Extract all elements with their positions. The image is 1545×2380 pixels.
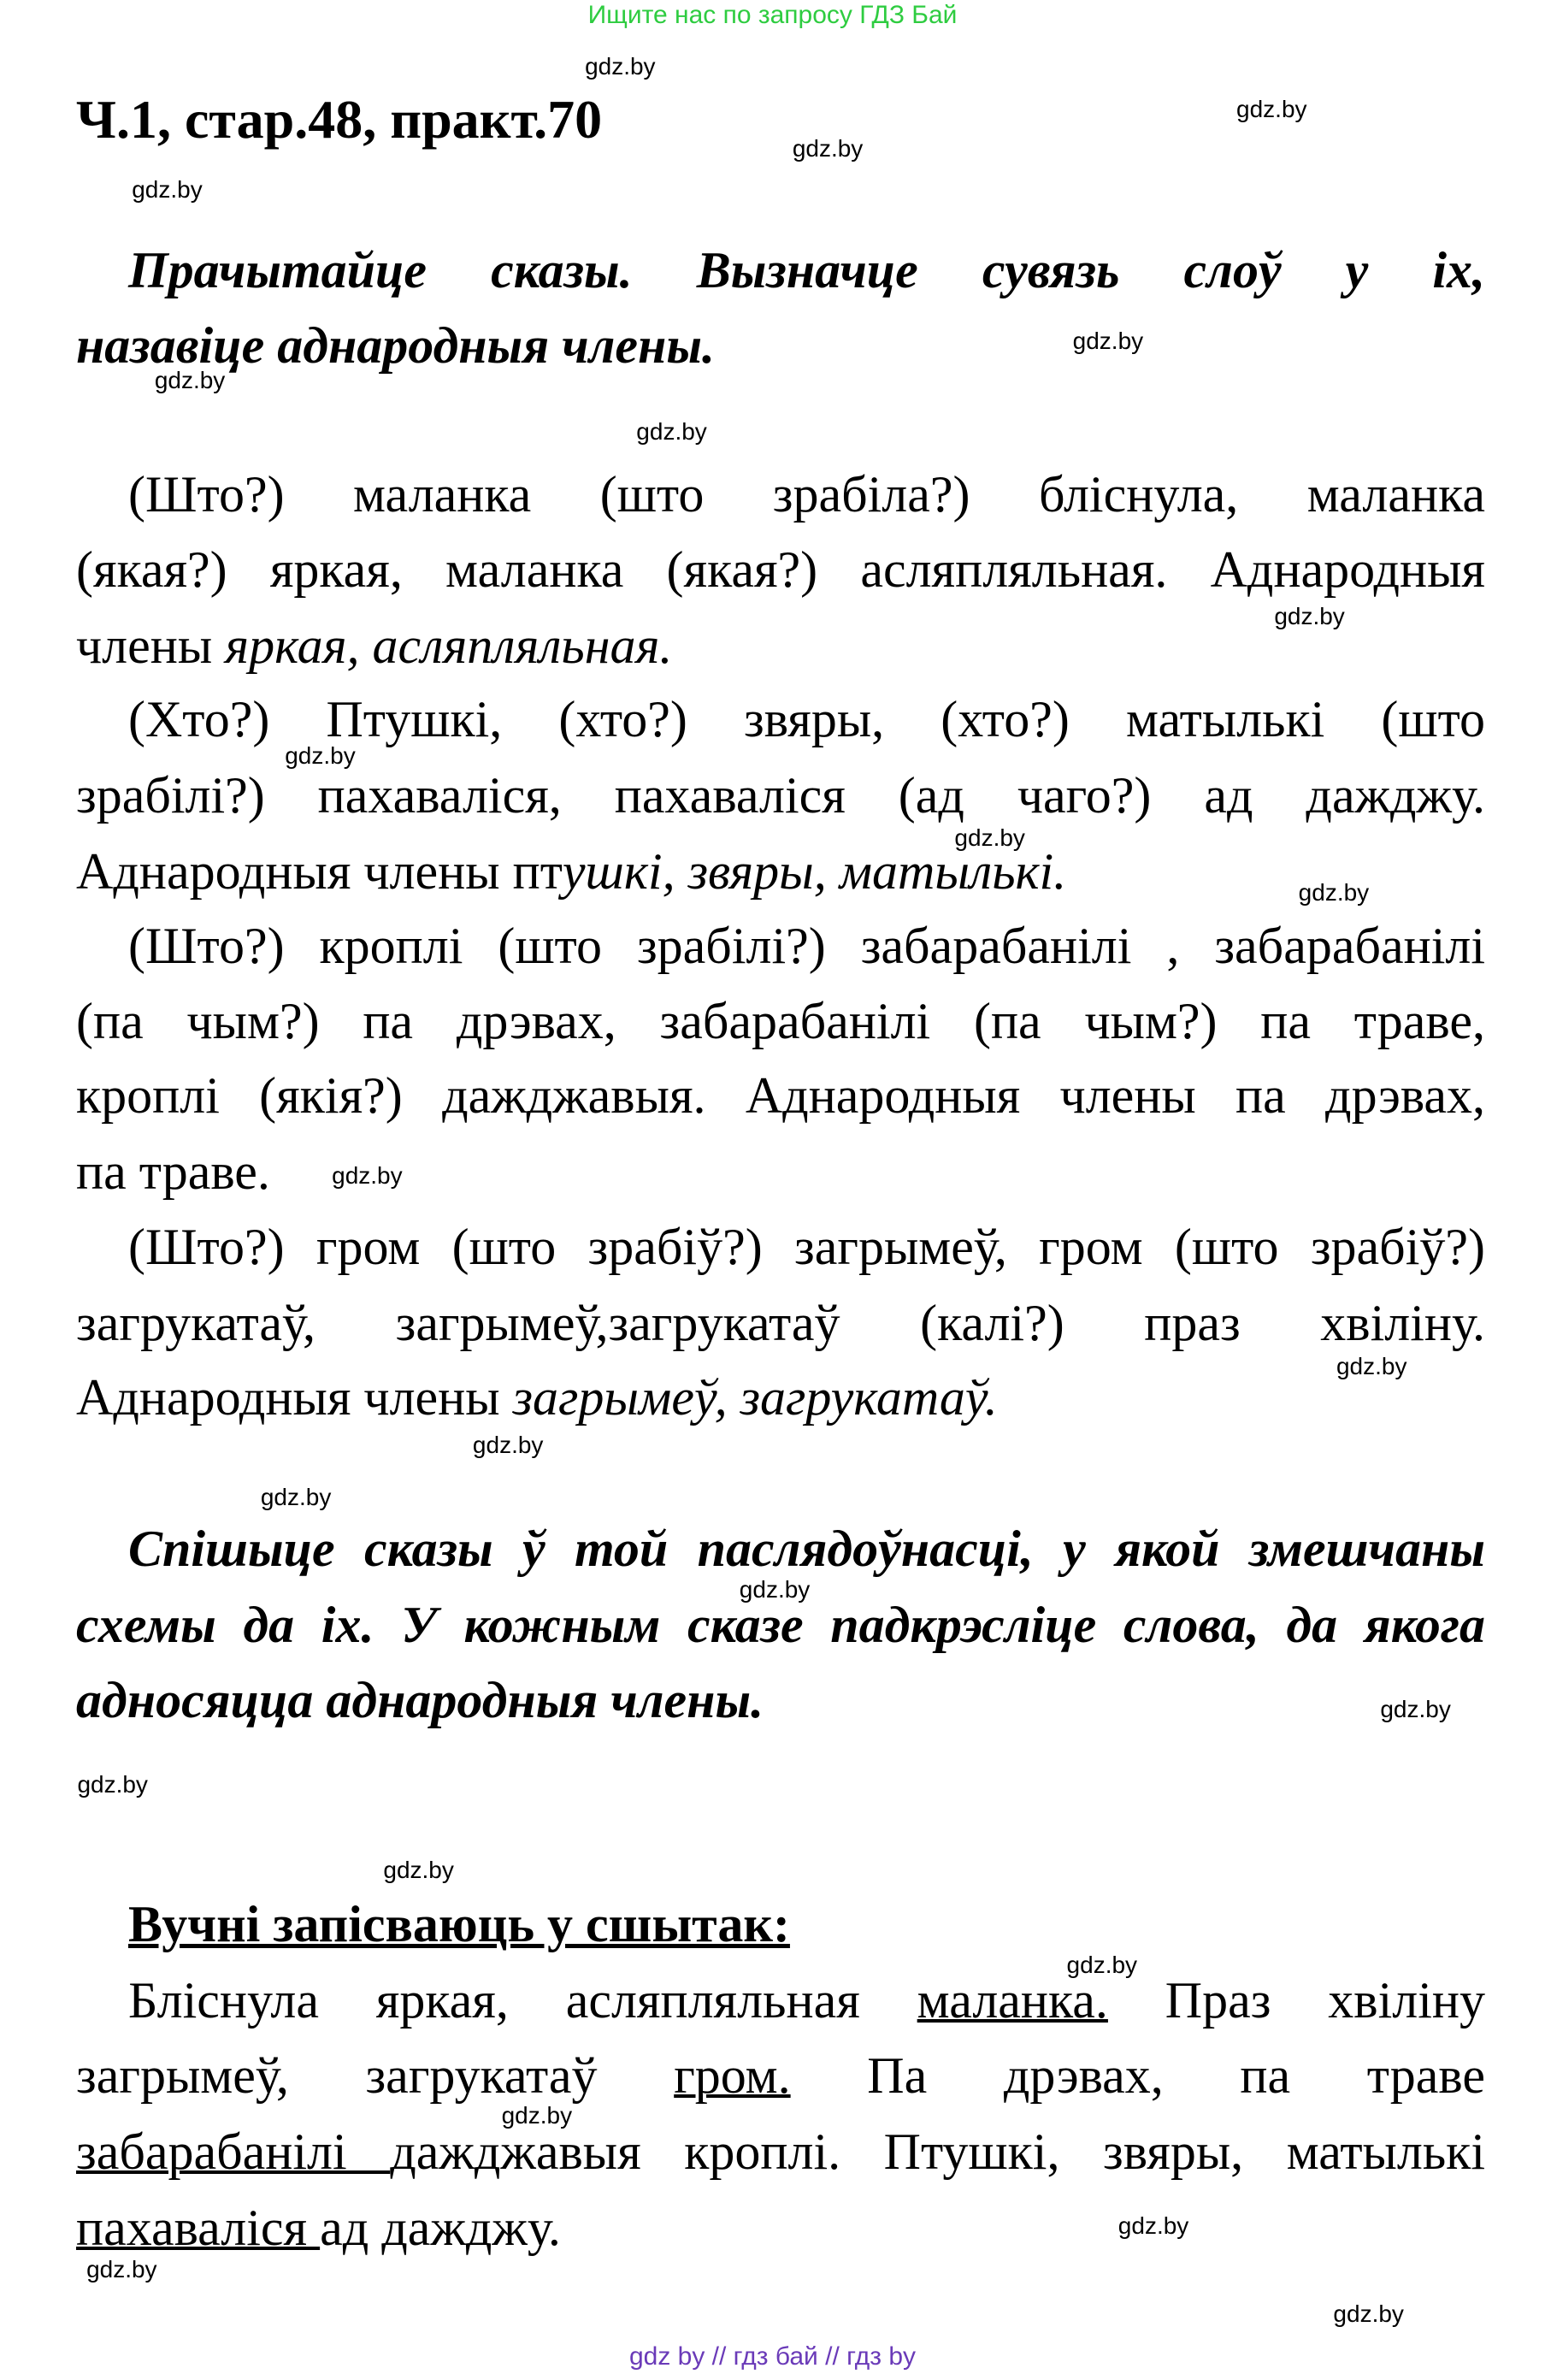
text-segment: Аднародныя члены пт [76, 843, 563, 900]
watermark: gdz.by [1380, 1695, 1451, 1722]
watermark: gdz.by [285, 742, 356, 770]
footer-links[interactable]: gdz by // гдз бай // гдз by [628, 2342, 917, 2371]
watermark: gdz.by [472, 1432, 544, 1459]
notebook-answer-line [76, 2038, 1485, 2113]
task-instruction-2-line [128, 1511, 1485, 1586]
watermark: gdz.by [1274, 603, 1345, 630]
underlined-word: гром. [674, 2047, 791, 2104]
watermark: gdz.by [260, 1483, 332, 1510]
text-segment: загрукатаў, загрымеў,загрукатаў (калі?) праз хвіліну. [76, 1295, 1485, 1351]
task-instruction-2-line [76, 1662, 1485, 1738]
watermark: gdz.by [501, 2101, 573, 2129]
text-segment: Праз хвіліну [1107, 1972, 1485, 2029]
text-segment: члены [76, 617, 226, 674]
answer-paragraph-3-line [76, 983, 1485, 1059]
notebook-heading-line [128, 1887, 1485, 1962]
watermark: gdz.by [1298, 878, 1370, 906]
watermark: gdz.by [86, 2256, 157, 2283]
text-segment: назавіце аднародныя члены. [76, 317, 715, 374]
text-segment: дажджавыя кроплі. Птушкі, звяры, матылькі [390, 2123, 1485, 2180]
text-segment: адносяцца аднародныя члены. [76, 1672, 764, 1728]
watermark: gdz.by [383, 1856, 454, 1883]
watermark: gdz.by [332, 1162, 403, 1190]
task-instruction-1-line [128, 233, 1485, 308]
answer-paragraph-4-line [76, 1285, 1485, 1361]
text-segment: кроплі (якія?) дажджавыя. Аднародныя члены па дрэвах, [76, 1067, 1485, 1124]
italic-text: яркая, асляпляльная. [225, 617, 673, 674]
text-segment: (Што?) кроплі (што зрабілі?) забарабанілі , забарабанілі [128, 918, 1485, 974]
text-segment: па траве. [76, 1143, 270, 1200]
watermark: gdz.by [77, 1771, 148, 1798]
watermark: gdz.by [1236, 95, 1307, 122]
notebook-answer-line [128, 1963, 1485, 2038]
notebook-answer-line [76, 2190, 1485, 2265]
text-segment: Спішыце сказы ў той паслядоўнасці, у якой змешчаны [128, 1521, 1485, 1577]
watermark: gdz.by [954, 824, 1025, 851]
answer-paragraph-4-line [76, 1360, 1485, 1435]
text-segment: зрабілі?) пахаваліся, пахаваліся (ад чаго?) ад дажджу. [76, 767, 1485, 824]
underlined-word: маланка. [917, 1972, 1108, 2029]
answer-paragraph-2-line [76, 834, 1485, 909]
answer-paragraph-3-line [76, 1058, 1485, 1133]
watermark: gdz.by [792, 134, 864, 162]
watermark: gdz.by [1333, 2300, 1404, 2327]
watermark: gdz.by [132, 175, 203, 203]
underlined-word: забарабанілі [76, 2123, 391, 2180]
text-segment: ад дажджу. [320, 2200, 561, 2256]
watermark: gdz.by [1066, 1952, 1138, 1979]
text-segment: (якая?) яркая, маланка (якая?) асляпляльная. Аднародныя [76, 541, 1485, 598]
text-segment: загрымеў, загрукатаў [76, 2047, 675, 2104]
answer-paragraph-3-line [76, 1134, 1485, 1209]
underlined-word: пахаваліся [76, 2200, 321, 2256]
watermark: gdz.by [1336, 1353, 1407, 1380]
text-segment: схемы да іх. У кожным сказе падкрэсліце слова, да якога [76, 1597, 1485, 1653]
text-segment: Прачытайце сказы. Вызначце сувязь слоў у іх, [128, 242, 1485, 298]
answer-paragraph-4-line [128, 1209, 1485, 1284]
answer-paragraph-3-line [128, 908, 1485, 983]
italic-text: ушкі, звяры, матылькі. [562, 843, 1067, 900]
text-segment: (Што?) маланка (што зрабіла?) бліснула, маланка [128, 466, 1485, 523]
task-instruction-1-line [76, 308, 1485, 383]
text-segment: (Што?) гром (што зрабіў?) загрымеў, гром (што зрабіў?) [128, 1219, 1485, 1275]
text-segment: (па чым?) па дрэвах, забарабанілі (па чым?) па траве, [76, 993, 1485, 1049]
watermark: gdz.by [1117, 2212, 1189, 2240]
watermark: gdz.by [739, 1575, 811, 1603]
text-segment: Аднародныя члены [76, 1369, 513, 1426]
italic-text: загрымеў, загрукатаў. [512, 1369, 998, 1426]
search-hint-banner: Ищите нас по запросу ГДЗ Бай [587, 1, 958, 29]
text-segment: Па дрэвах, па траве [790, 2047, 1486, 2104]
answer-paragraph-1-line [128, 457, 1485, 532]
watermark: gdz.by [585, 52, 656, 80]
text-segment: Бліснула яркая, асляпляльная [128, 1972, 917, 2029]
notebook-answer-line [76, 2114, 1485, 2189]
watermark: gdz.by [1072, 327, 1144, 354]
text-segment: Вучні запісваюць у сшытак: [128, 1896, 790, 1952]
watermark: gdz.by [154, 366, 226, 393]
answer-paragraph-1-line [76, 532, 1485, 607]
text-segment: (Хто?) Птушкі, (хто?) звяры, (хто?) матылькі (што [128, 691, 1485, 747]
page-title: Ч.1, стар.48, практ.70 [76, 89, 603, 150]
watermark: gdz.by [636, 418, 707, 446]
